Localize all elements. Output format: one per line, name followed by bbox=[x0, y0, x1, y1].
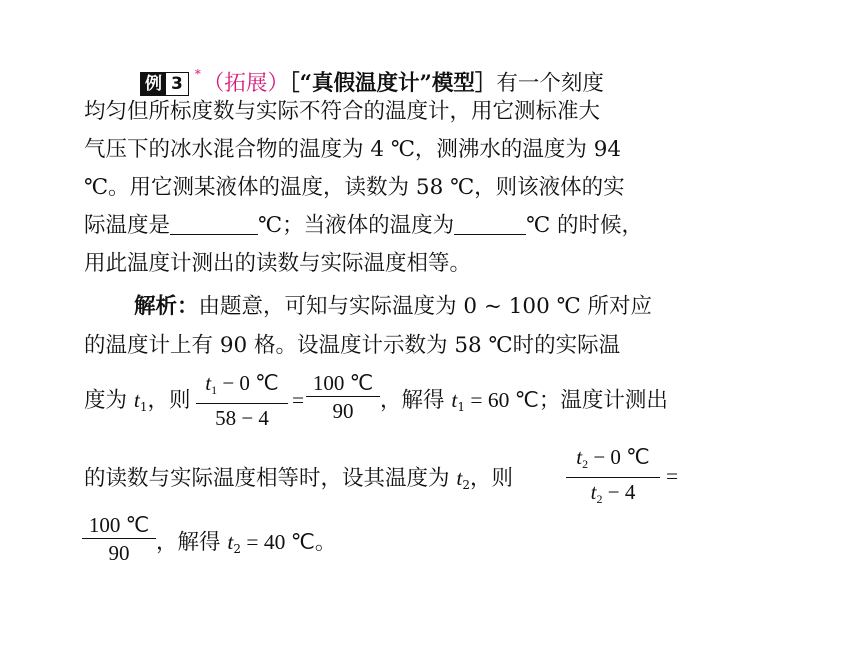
var-t: t bbox=[456, 466, 463, 490]
solution-label: 解析： bbox=[134, 294, 199, 319]
sub-1: 1 bbox=[139, 400, 148, 414]
sub-2: 2 bbox=[596, 492, 603, 506]
fraction-3-numerator bbox=[566, 444, 660, 477]
comma-ze: ，则 bbox=[469, 466, 513, 491]
solution-line-3-start bbox=[84, 385, 191, 422]
line-5-part-a: 际温度是 bbox=[84, 213, 171, 238]
star-mark: * bbox=[194, 67, 201, 81]
badge-word: 例 bbox=[141, 73, 166, 95]
solution-line-3-end bbox=[380, 385, 668, 422]
solution-line-4-start bbox=[84, 463, 513, 500]
example-line-1-text: 有一个刻度 bbox=[496, 71, 604, 96]
var-t: t bbox=[205, 371, 212, 395]
var-t: t bbox=[133, 388, 140, 412]
fraction-3 bbox=[566, 444, 660, 513]
line-3-text: 度为 bbox=[84, 388, 128, 413]
example-line-3: 气压下的冰水混合物的温度为 4 ℃，测沸水的温度为 94 bbox=[84, 137, 622, 162]
solution-line-5-end bbox=[156, 527, 336, 564]
sub-2: 2 bbox=[233, 542, 241, 556]
example-line-1 bbox=[140, 59, 604, 99]
solution-line-1-text: 由题意，可知与实际温度为 0 ~ 100 ℃ 所对应 bbox=[198, 294, 652, 319]
fraction-4 bbox=[82, 512, 156, 567]
example-line-6: 用此温度计测出的读数与实际温度相等。 bbox=[84, 251, 472, 276]
result-1: = 60 ℃；温度计测出 bbox=[464, 388, 668, 412]
fraction-1-numerator bbox=[196, 370, 288, 403]
model-label: ［“真假温度计”模型］ bbox=[288, 71, 497, 96]
fraction-2 bbox=[306, 370, 380, 425]
var-t: t bbox=[451, 388, 458, 412]
solve-2-text: ，解得 bbox=[156, 530, 221, 555]
line-5-part-c: ℃ 的时候， bbox=[526, 213, 643, 238]
fraction-4-numerator: 100 ℃ bbox=[88, 513, 150, 537]
var-t: t bbox=[576, 445, 583, 469]
solution-line-2: 的温度计上有 90 格。设温度计示数为 58 ℃时的实际温 bbox=[84, 333, 621, 358]
fraction-2-denominator: 90 bbox=[332, 399, 354, 423]
solution-line-1 bbox=[134, 292, 652, 322]
fraction-3-den-rest: − 4 bbox=[602, 480, 636, 504]
example-line-4: ℃。用它测某液体的温度，读数为 58 ℃，则该液体的实 bbox=[84, 175, 625, 200]
fraction-3-denominator bbox=[566, 478, 660, 513]
var-t: t bbox=[227, 530, 234, 554]
var-t: t bbox=[590, 480, 597, 504]
equals-sign-2: = bbox=[666, 464, 679, 488]
sub-2: 2 bbox=[582, 457, 589, 471]
extension-tag: （拓展） bbox=[202, 71, 289, 96]
answer-blank-1 bbox=[170, 212, 258, 235]
example-badge bbox=[140, 72, 189, 96]
comma-ze: ，则 bbox=[147, 388, 191, 413]
fraction-1 bbox=[196, 370, 288, 432]
fraction-2-numerator: 100 ℃ bbox=[312, 371, 374, 395]
badge-number: 3 bbox=[166, 73, 188, 95]
fraction-1-num-rest: − 0 ℃ bbox=[217, 371, 279, 395]
equals-sign-1: = bbox=[292, 388, 305, 412]
line-4-text: 的读数与实际温度相等时，设其温度为 bbox=[84, 466, 450, 491]
line-5-part-b: ℃；当液体的温度为 bbox=[258, 213, 455, 238]
fraction-1-denominator: 58 − 4 bbox=[215, 406, 269, 430]
answer-blank-2 bbox=[454, 212, 526, 235]
fraction-4-denominator: 90 bbox=[108, 541, 130, 565]
sub-1: 1 bbox=[457, 400, 465, 414]
sub-1: 1 bbox=[211, 383, 218, 397]
solve-1-text: ，解得 bbox=[380, 388, 445, 413]
example-line-2: 均匀但所标度数与实际不符合的温度计，用它测标准大 bbox=[84, 99, 601, 124]
result-2: = 40 ℃。 bbox=[240, 530, 337, 554]
fraction-3-num-rest: − 0 ℃ bbox=[588, 445, 650, 469]
sub-2: 2 bbox=[462, 478, 470, 492]
example-line-5 bbox=[84, 211, 643, 241]
